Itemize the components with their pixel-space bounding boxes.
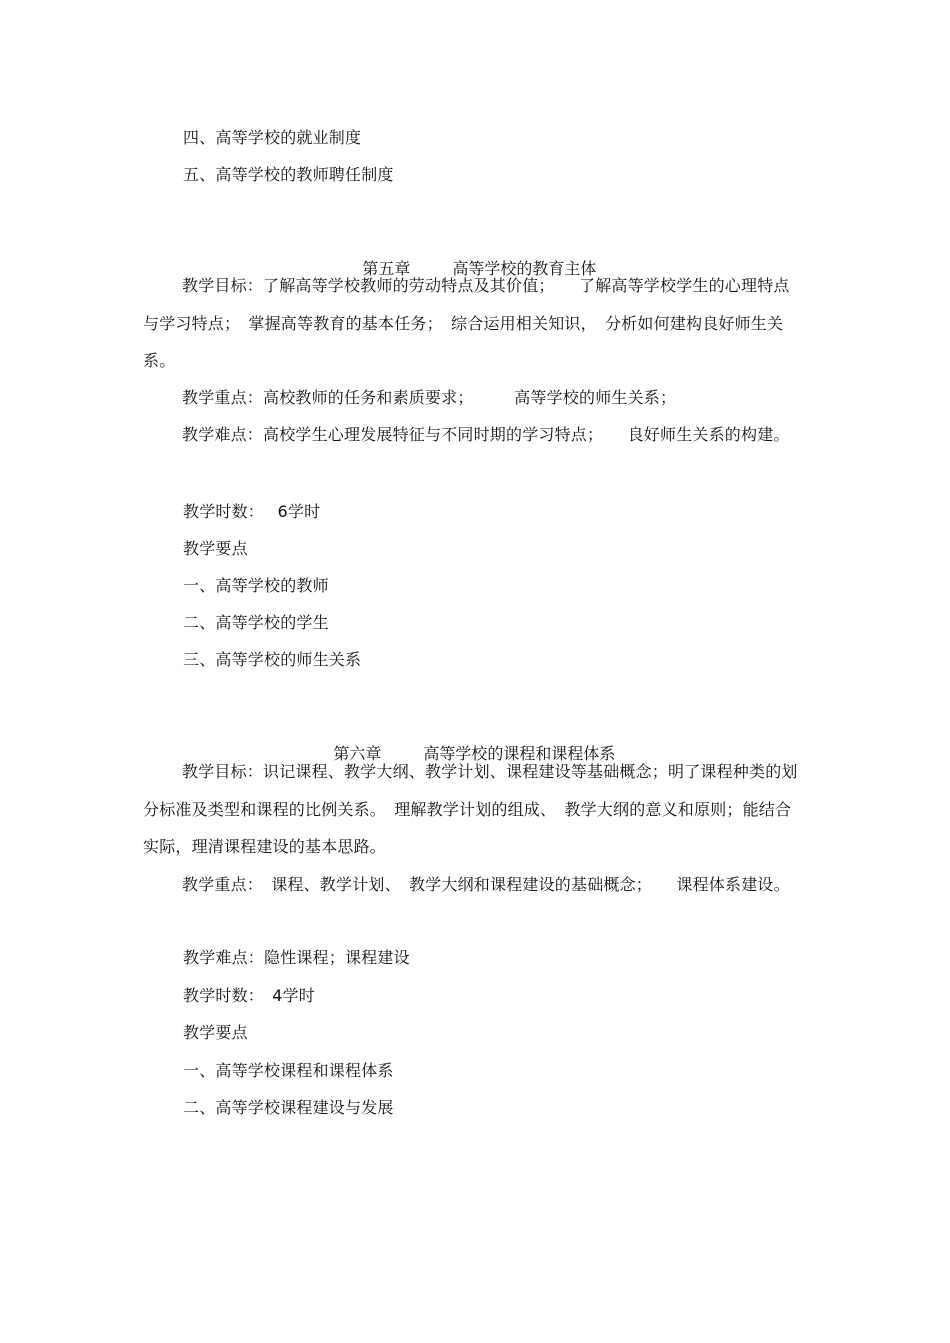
teaching-goal-text: 教学目标：了解高等学校教师的劳动特点及其价值； 了解高等学校学生的心理特点与学习特点； 掌握高等教育的基本任务； 综合运用相关知识， 分析如何建构良好师生关系。	[143, 276, 790, 370]
chapter-number: 第五章	[362, 259, 411, 278]
teaching-hours: 教学时数： 6学时	[183, 502, 321, 521]
teaching-difficulties	[143, 416, 803, 454]
teaching-goal-text: 教学目标：识记课程、教学大纲、教学计划、课程建设等基础概念；明了课程种类的划分标准及类型和课程的比例关系。 理解教学计划的组成、 教学大纲的意义和原则；能结合实际，理清课程建设的基本思路。	[143, 762, 798, 856]
teaching-key-points	[143, 379, 803, 417]
outline-label: 教学要点	[183, 1023, 248, 1042]
list-item: 二、高等学校的学生	[183, 613, 329, 632]
teaching-goal	[143, 753, 803, 866]
key-points-text: 教学重点：高校教师的任务和素质要求； 高等学校的师生关系；	[182, 388, 677, 407]
list-item: 一、高等学校课程和课程体系	[183, 1061, 394, 1080]
chapter-number: 第六章	[333, 744, 382, 763]
chapter-title: 高等学校的课程和课程体系	[423, 744, 616, 763]
outline-label: 教学要点	[183, 539, 248, 558]
teaching-difficulties: 教学难点：隐性课程；课程建设	[183, 948, 410, 967]
difficulties-text: 教学难点：高校学生心理发展特征与不同时期的学习特点； 良好师生关系的构建。	[182, 425, 790, 444]
list-item: 四、高等学校的就业制度	[183, 128, 362, 147]
list-item: 三、高等学校的师生关系	[183, 650, 362, 669]
key-points-text: 教学重点： 课程、教学计划、 教学大纲和课程建设的基础概念； 课程体系建设。	[182, 875, 790, 894]
chapter-title: 高等学校的教育主体	[452, 259, 597, 278]
list-item: 二、高等学校课程建设与发展	[183, 1098, 394, 1117]
teaching-hours: 教学时数： 4学时	[183, 986, 315, 1005]
teaching-goal	[143, 267, 803, 380]
list-item: 五、高等学校的教师聘任制度	[183, 165, 394, 184]
teaching-key-points	[143, 866, 803, 904]
list-item: 一、高等学校的教师	[183, 576, 329, 595]
